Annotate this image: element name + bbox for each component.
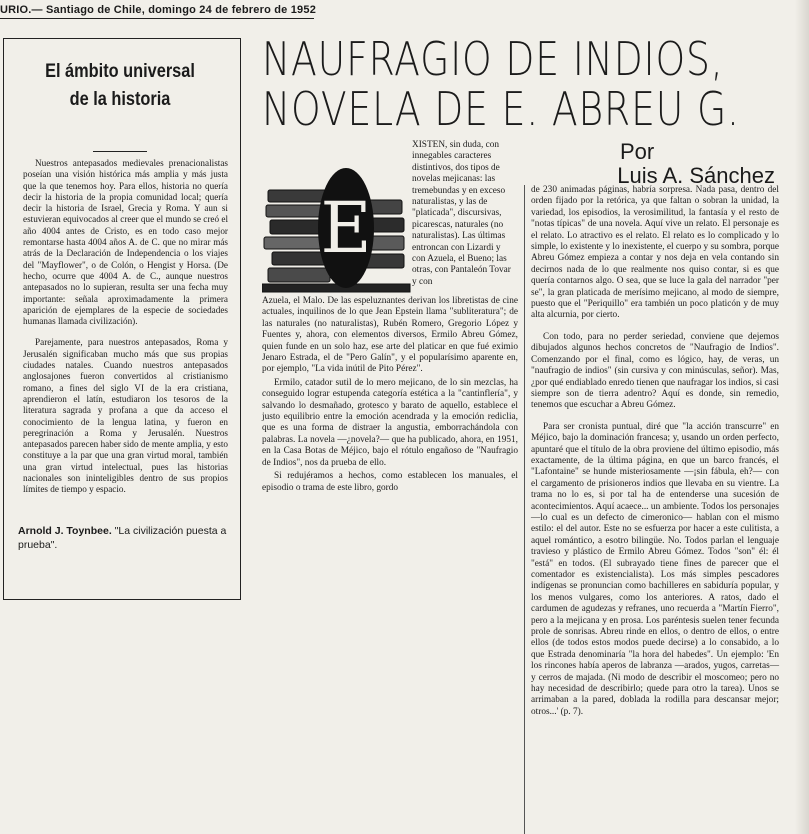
article-column-intro: XISTEN, sin duda, con innegables caracteres distintivos, dos tipos de novelas mejicanas: las tremebundas y en exceso naturalistas, y las de "platicada", discursivas, picarescas, naturales (no naturalistas). Las últimas entroncan con Lizardi y con Azuela, el Bueno; las otras, con Pantaleón Tovar y con [412,140,511,287]
article-title-line1: NAUFRAGIO DE INDIOS, [262,32,724,86]
sidebar-title [25,58,214,114]
article-column-2 [262,296,518,496]
sidebar-paragraph: Nuestros antepasados medievales prenacionalistas poseían una visión histórica más amplia y más justa que la que tenemos hoy. Para ellos, historia no quería decir la historia de la propia comunidad local; quería decir la historia de Israel, Grecia y Roma. Y aun si estuvieran equivocados al creer que el mundo se creó el año 4004 antes de Cristo, es en todo caso mejor remontarse hasta 4004 años A. de C. que no mirar más atrás de la Declaración de Independencia o los viajes del "Mayflower", o de Colón, o Hengist y Horsa. (De hecho, ocurre que 4004 A. de C., aunque nuestros antepasados no lo supieran, resulta ser una fecha muy importante: señala aproximadamente la primera aparición de ejemplares de la especie de sociedades humanas llamada civilización). [23,158,228,327]
signature-author: Arnold J. Toynbee. [18,525,112,537]
article-paragraph: de 230 animadas páginas, habría sorpresa. Nada pasa, dentro del orden fijado por la retórica, ya que faltan o sobran la unidad, la variedad, los episodios, la verosimilitud, la fantasía y el resto de "notas típicas" de una novela. Aquí vive un relato. El personaje es el relato. Lo atractivo es el relato. El relato es lo complicado y lo simple, lo existente y lo inexistente, el cuerpo y su sombra, porque Abreu Gómez empieza a contar y nos deja en vela contando sin decirnos nada de lo que realmente nos quiso contar, si es que quería contarnos algo. O sea, que se luce la gala del narrador "per se", la gran platicada de merísimo mejicano, al modo de siempre, puesto que el "Periquillo" era también un poco platicón y de muy alta alcurnia, por cierto. [531,185,779,321]
article-title [262,34,740,134]
article-paragraph: Ermilo, catador sutil de lo mero mejicano, de lo sin mezclas, ha conseguido lograr estupenda categoría estética a la "cantinflería", y salvando lo desmañado, grotesco y barato de aquello, establece el justo equilibrio entre la emoción acendrada y la emoción rediclia, que es una forma de distraer la angustia, emborrachándola con palabras. La novela —¿novela?— que ha publicado, ahora, en 1951, en la Casa Botas de Méjico, bajo el rótulo engañoso de "Naufragio de Indios", nos da prueba de ello. [262,377,518,468]
article-paragraph: Con todo, para no perder seriedad, conviene que dejemos dibujados algunos hechos concretos de "Naufragio de Indios". Comenzando por el final, como es lógico, hay, de veras, un "naufragio de indios" (sin cursiva y con minúsculas, señor). Mas, ¿por qué endiablado enredo tienen que naufragar los indios, si casi siempre son de tierra adentro? Aquí es donde, sin remedio, tenemos que escuchar a Abreu Gómez. [531,331,779,411]
column-rule [524,185,525,834]
byline-por: Por [620,139,655,164]
article-byline [560,140,775,188]
byline-author: Luis A. Sánchez [617,163,775,188]
books-illustration [262,150,412,300]
sidebar-title-line2: de la historia [69,89,171,110]
masthead: URIO.— Santiago de Chile, domingo 24 de febrero de 1952 [0,4,317,16]
drop-cap: E [320,187,372,269]
signature-source: "La civilización puesta a prueba". [18,525,227,551]
sidebar-signature [18,524,233,552]
article-paragraph: Azuela, el Malo. De las espeluznantes derivan los libretistas de cine actuales, inquilinos de lo que Jean Epstein llama "subliteratura"; de las naturales (no naturalistas), Rubén Romero, Gregorio López y Fuentes y, ahora, con elementos diversos, Ermilo Abreu Gómez, quien funde en un solo haz, ese arte del platicar en que fué eximio Jenaro Estrada, el de "Pero Galín", y el popularísimo aparente en, por ejemplo, "La vida inútil de Pito Pérez". [262,296,518,375]
sidebar-divider [93,151,147,152]
sidebar-paragraph: Parejamente, para nuestros antepasados, Roma y Jerusalén significaban mucho más que sus propias ciudades natales. Cuando nuestros antepasados anglosajones fueron convertidos al cristianismo romano, a fines del siglo VI de la era cristiana, aprendieron el latín, estudiaron los tesoros de la literatura sagrada y profana a que da acceso el conocimiento de la lengua latina, y fueron en peregrinación a Roma y Jerusalén. Nuestros antepasados parecen haber sido de mente amplia, y esto constituye a la par que una gran virtud moral, también una gran virtud intelectual, pues las historias nacionales son ininteligibles dentro de sus propios límites de tiempo y espacio. [23,337,228,495]
sidebar-title-line1: El ámbito universal [45,61,195,82]
article-paragraph: Para ser cronista puntual, diré que "la acción transcurre" en Méjico, bajo la dominación francesa; y, usando un orden perfecto, apuntaré que el título de la obra proviene del último episodio, más exactamente, de la última página, en que un barco francés, el "Lafontaine" se hunde misteriosamente —¡sin fábula, eh?— con el cargamento de prisioneros indios que llevaba en su vientre. La trama no lo es, si por tal ha de entenderse una sucesión de acontecimientos. Aquí acaece... un ambiente. Todos los personajes —lo cual es un defecto de cimeronico— hablan con el mismo estilo: el del autor. Este no se esfuerza por hacer a este culitista, a aquel romántico, a esotro bilingüe. No. Todos parlan el lenguaje travieso y plástico de Ermilo Abreu Gómez. Todos "son" él: él "está" en todos. (El subrayado tiene fines de parecer que el comentador es existencialista). Los más simples pescadores indígenas se pronuncian como bachilleres en sabiduría popular, y los menos vulgares, como los anteriores. A ratos, dado el cardumen de agudezas y refranes, uno recuerda a "Martín Fierro", pero a la mejicana y en prosa. Los paréntesis suelen tener fecunda prole de sonrisas. Abreu rinde en ellos, o dentro de ellos, o entre ellos (de todos estos modos puede decirse) a lo consabido, a lo que Estrada denominaría "la hora del habedes". Un ejemplo: 'En los rincones había aperos de labranza —arados, yugos, carretas— y cerros de majada. (Ni modo de describir el moscomeo; pero no hay necesidad de describirlo; quede para otro la tarea). Unos se arrimaban a la pared, doblada la rodilla para descansar mejor; otros...' (p. 7). [531,421,779,717]
masthead-rule [0,18,314,19]
article-paragraph: Si redujéramos a hechos, como establecen los manuales, el episodio o trama de este libro, gordo [262,471,518,493]
article-title-line2: NOVELA DE E. ABREU G. [262,82,740,136]
sidebar-body [23,158,228,506]
sidebar-quote-box [0,38,240,558]
article-column-3 [531,185,779,728]
page-edge-shadow [795,0,809,834]
